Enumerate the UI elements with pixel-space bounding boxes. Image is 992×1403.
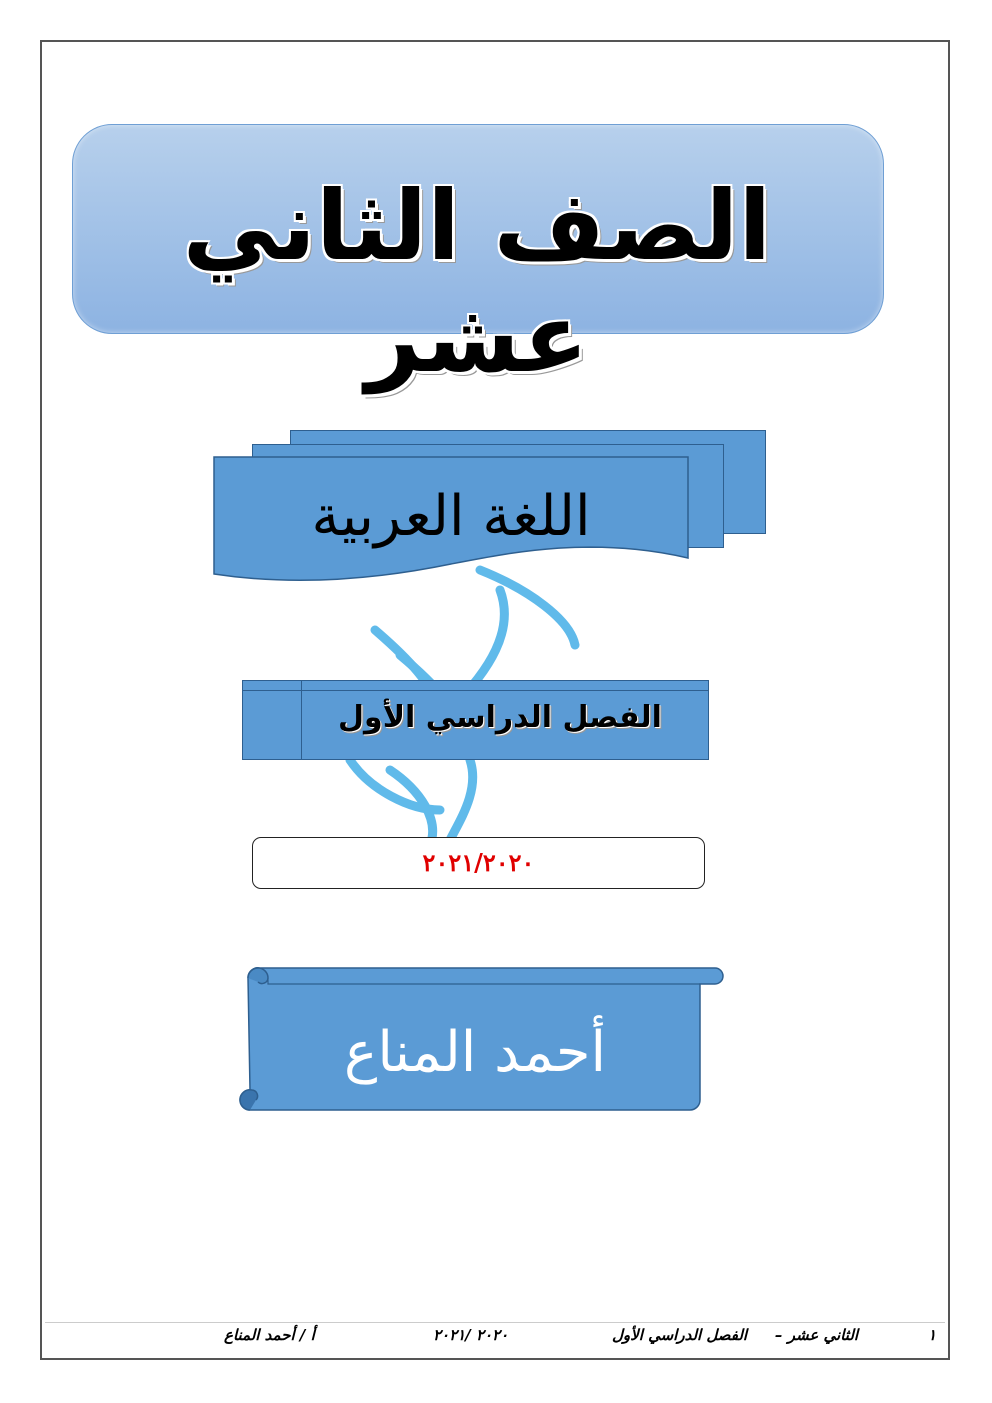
footer-year: ٢٠٢٠ /٢٠٢١	[433, 1326, 509, 1344]
footer-page-number: ١	[928, 1326, 937, 1344]
subject-title: اللغة العربية	[311, 484, 591, 549]
footer-grade: الثاني عشر –	[775, 1326, 859, 1344]
semester-title: الفصل الدراسي الأول	[338, 700, 662, 735]
grade-title: الصف الثاني عشر	[182, 170, 772, 394]
academic-year: ٢٠٢١/٢٠٢٠	[422, 848, 535, 877]
author-name: أحمد المناع	[343, 1020, 607, 1085]
footer-author: أ / أحمد المناع	[224, 1326, 315, 1344]
footer-divider	[45, 1322, 945, 1323]
semester-frame-line	[243, 690, 708, 691]
footer-semester: الفصل الدراسي الأول	[612, 1326, 748, 1344]
